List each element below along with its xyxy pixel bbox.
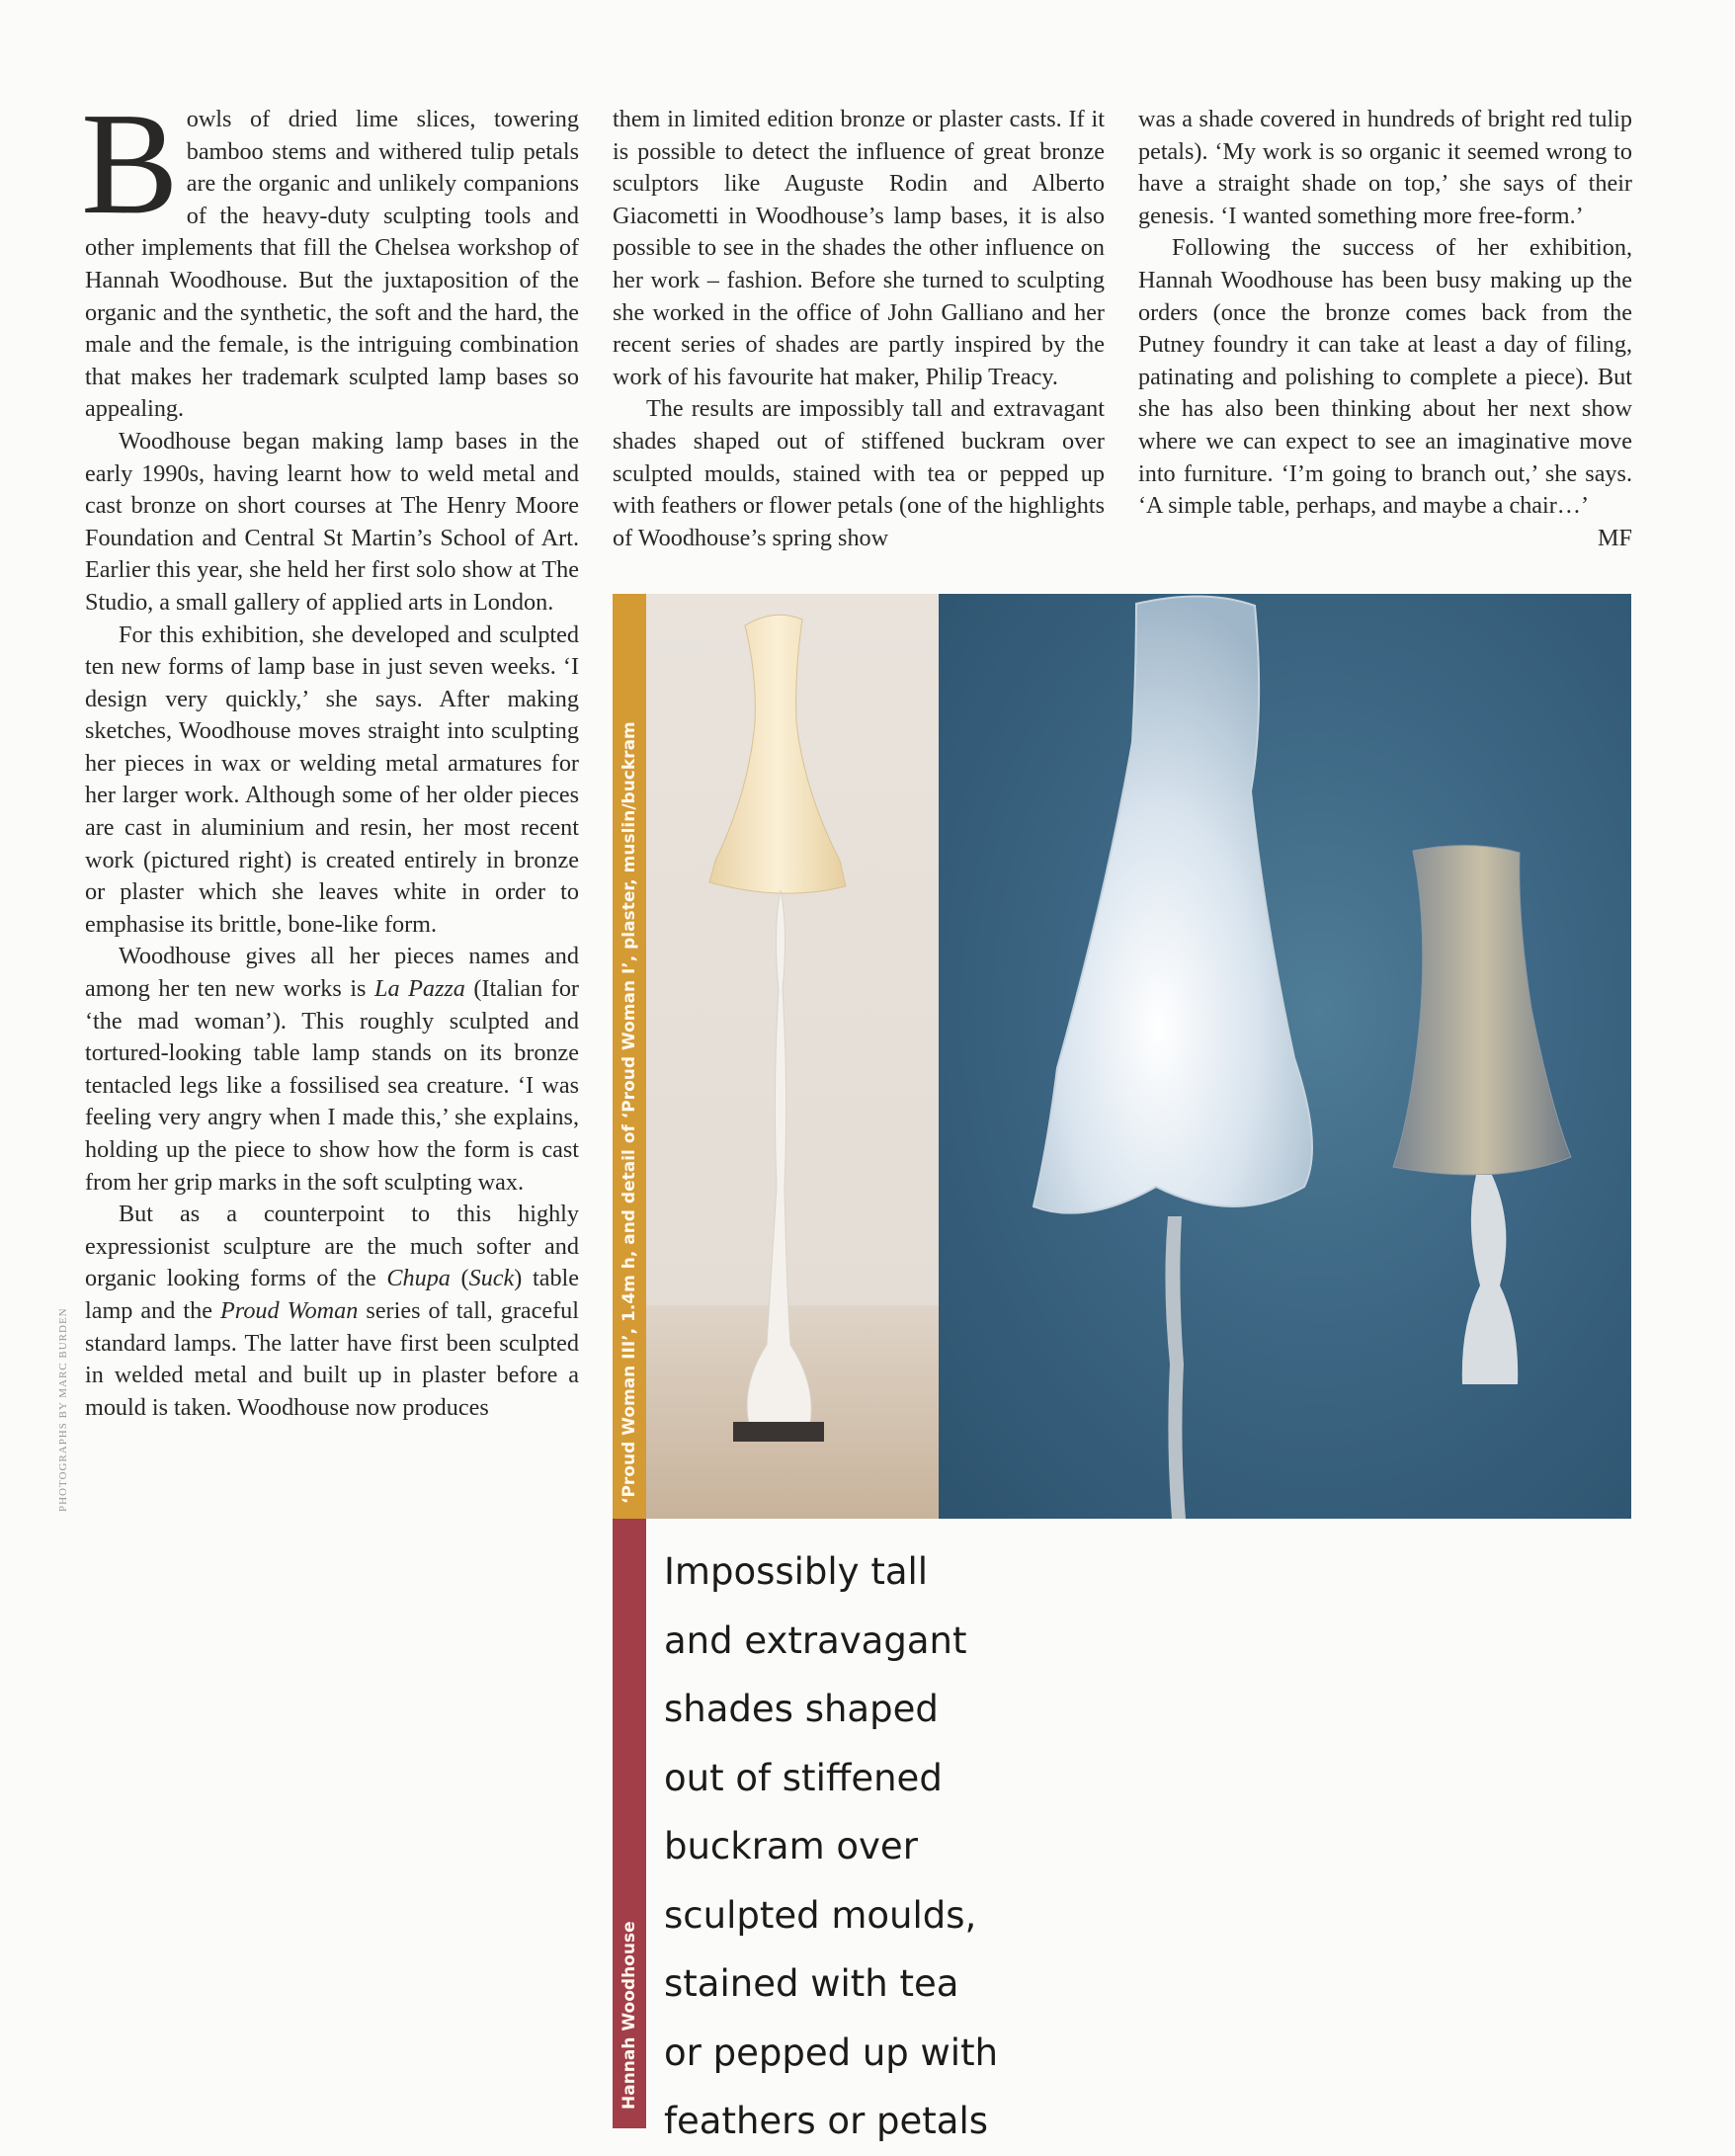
pull-quote — [664, 1537, 1059, 2156]
lamp-base-back — [1462, 1175, 1518, 1384]
photo-credit: PHOTOGRAPHS BY MARC BURDEN — [57, 1307, 69, 1512]
lampshade-detail-illustration — [939, 594, 1631, 1519]
pull-quote-line: Impossibly tall — [664, 1550, 929, 1593]
article-column-1 — [81, 83, 579, 1424]
pull-quote-line: shades shaped — [664, 1688, 939, 1730]
lampshade-back — [1393, 845, 1571, 1175]
lampshade — [709, 615, 846, 893]
article-column-2 — [613, 104, 1105, 554]
lamp-plinth — [733, 1422, 824, 1442]
paragraph: The results are impossibly tall and extravagant shades shaped out of stiffened buckram over sculpted moulds, stained with tea or pepped up with feathers or flower petals (one of the highlights of Woodhouse’s spring show — [613, 395, 1105, 551]
lampshade-front — [1033, 596, 1312, 1212]
lamp-illustration — [646, 594, 939, 1519]
pull-quote-line: and extravagant — [664, 1618, 967, 1662]
drop-cap: B — [81, 83, 179, 245]
author-initials-line — [1138, 523, 1632, 555]
paragraph: Woodhouse gives all her pieces names and among her ten new works is La Pazza (Italian for ‘the mad woman’). This roughly sculpted and tortured-looking table lamp stands on its bronze tentacled legs like a fossilised sea creature. ‘I was feeling very angry when I made this,’ she explains, holding up the piece to show how the form is cast from her grip marks in the soft sculpting wax. — [85, 943, 579, 1196]
pull-quote-line: or pepped up with — [664, 2031, 999, 2074]
paragraph: them in limited edition bronze or plaster casts. If it is possible to detect the influence of great bronze sculptors like Auguste Rodin and Alberto Giacometti in Woodhouse’s lamp bases, it is also possible to see in the shades the other influence on her work – fashion. Before she turned to sculpting she worked in the office of John Galliano and her recent series of shades are partly inspired by the work of his favourite hat maker, Philip Treacy. — [613, 106, 1105, 390]
author-label: Hannah Woodhouse — [620, 1921, 639, 2110]
paragraph: was a shade covered in hundreds of bright red tulip petals). ‘My work is so organic it seemed wrong to have a straight shade on top,’ she says of their genesis. ‘I wanted something more free-form.’ — [1138, 106, 1632, 229]
author-initials: MF — [1598, 524, 1632, 551]
pull-quote-line: out of stiffened — [664, 1756, 943, 1799]
pull-quote-line: stained with tea — [664, 1962, 959, 2005]
photo-caption-bar — [613, 594, 646, 1519]
paragraph: Bowls of dried lime slices, towering bamboo stems and withered tulip petals are the organic and unlikely companions of the heavy-duty sculpting tools and other implements that fill the Chelsea workshop of Hannah Woodhouse. But the juxtaposition of the organic and the synthetic, the soft and the hard, the male and the female, is the intriguing combination that makes her trademark sculpted lamp bases so appealing. — [81, 83, 579, 423]
photo-caption: ‘Proud Woman III’, 1.4m h, and detail of ‘Proud Woman I’, plaster, muslin/buckram — [620, 721, 639, 1504]
photo-standard-lamp — [646, 594, 939, 1519]
pull-quote-line: sculpted moulds, — [664, 1893, 977, 1937]
pull-quote-line: feathers or petals — [664, 2100, 989, 2142]
lamp-stem — [1165, 1216, 1186, 1519]
author-bar — [613, 1519, 646, 2128]
paragraph: But as a counterpoint to this highly expressionist sculpture are the much softer and organic looking forms of the Chupa (Suck) table lamp and the Proud Woman series of tall, graceful standard lamps. The latter have first been sculpted in welded metal and built up in plaster before a mould is taken. Woodhouse now produces — [85, 1201, 579, 1421]
article-column-3 — [1138, 104, 1632, 554]
pull-quote-line: buckram over — [664, 1825, 918, 1867]
paragraph: Following the success of her exhibition, Hannah Woodhouse has been busy making up the orders (once the bronze comes back from the Putney foundry it can take at least a day of filing, patinating and polishing to complete a piece). But she has also been thinking about her next show where we can expect to see an imaginative move into furniture. ‘I’m going to branch out,’ she says. ‘A simple table, perhaps, and maybe a chair…’ — [1138, 234, 1632, 520]
photo-lampshade-detail — [939, 594, 1631, 1519]
paragraph: For this exhibition, she developed and sculpted ten new forms of lamp base in just seven weeks. ‘I design very quickly,’ she says. After making sketches, Woodhouse moves straight into sculpting her pieces in wax or welding metal armatures for her larger work. Although some of her older pieces are cast in aluminium and resin, her most recent work (pictured right) is created entirely in bronze or plaster which she leaves white in order to emphasise its brittle, bone-like form. — [85, 621, 579, 938]
paragraph: Woodhouse began making lamp bases in the early 1990s, having learnt how to weld metal and cast bronze on short courses at The Henry Moore Foundation and Central St Martin’s School of Art. Earlier this year, she held her first solo show at The Studio, a small gallery of applied arts in London. — [85, 427, 579, 616]
